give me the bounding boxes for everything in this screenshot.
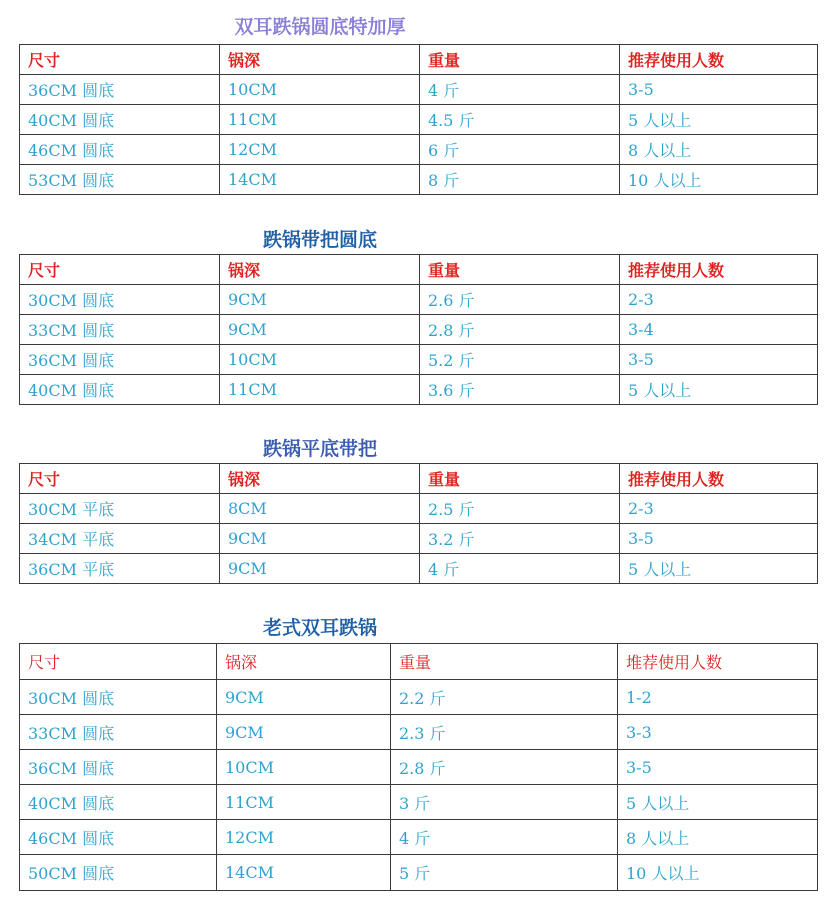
table-cell: 50CM 圆底 [20,855,217,891]
table-cell: 9CM [220,285,420,315]
table-cell: 12CM [217,820,391,855]
table-cell: 2.5 斤 [420,494,620,524]
header-cell: 推荐使用人数 [620,464,818,494]
table-cell: 46CM 圆底 [20,820,217,855]
table-cell: 40CM 圆底 [20,785,217,820]
table-cell: 36CM 圆底 [20,750,217,785]
table-cell: 10CM [217,750,391,785]
spec-table-2 [19,254,818,405]
table-cell: 4 斤 [420,554,620,584]
table-cell: 10 人以上 [618,855,818,891]
table-cell: 9CM [217,680,391,715]
header-cell: 尺寸 [20,644,217,680]
table-row [20,820,818,855]
section-title-4: 老式双耳跌锅 [262,617,377,639]
header-cell: 重量 [420,464,620,494]
table-cell: 33CM 圆底 [20,715,217,750]
table-cell: 2.8 斤 [391,750,618,785]
table-cell: 36CM 圆底 [20,75,220,105]
table-cell: 14CM [220,165,420,195]
table-row [20,315,818,345]
table-row [20,855,818,891]
header-cell: 锅深 [220,255,420,285]
header-cell: 锅深 [220,464,420,494]
table-cell: 5 人以上 [620,375,818,405]
table-cell: 1-2 [618,680,818,715]
table-header-row [20,45,818,75]
header-cell: 推荐使用人数 [620,255,818,285]
table-cell: 2-3 [620,285,818,315]
table-cell: 2.6 斤 [420,285,620,315]
table-row [20,680,818,715]
header-cell: 重量 [391,644,618,680]
table-row [20,494,818,524]
spec-table-1 [19,44,818,195]
table-cell: 34CM 平底 [20,524,220,554]
table-header-row [20,464,818,494]
table-cell: 3.2 斤 [420,524,620,554]
table-cell: 2.8 斤 [420,315,620,345]
table-cell: 36CM 圆底 [20,345,220,375]
table-cell: 53CM 圆底 [20,165,220,195]
header-cell: 推荐使用人数 [620,45,818,75]
table-cell: 9CM [217,715,391,750]
table-row [20,135,818,165]
table-cell: 8 斤 [420,165,620,195]
table-cell: 2.2 斤 [391,680,618,715]
table-row [20,785,818,820]
table-cell: 3-5 [620,75,818,105]
table-cell: 8 人以上 [618,820,818,855]
table-cell: 5 人以上 [618,785,818,820]
table-cell: 9CM [220,554,420,584]
table-cell: 11CM [220,375,420,405]
table-row [20,715,818,750]
table-cell: 11CM [220,105,420,135]
table-cell: 6 斤 [420,135,620,165]
table-cell: 46CM 圆底 [20,135,220,165]
table-cell: 8CM [220,494,420,524]
table-cell: 11CM [217,785,391,820]
table-row [20,165,818,195]
table-row [20,345,818,375]
section-title-1: 双耳跌锅圆底特加厚 [234,16,406,38]
table-cell: 3-5 [620,524,818,554]
table-cell: 40CM 圆底 [20,375,220,405]
table-cell: 3-4 [620,315,818,345]
table-row [20,375,818,405]
header-cell: 重量 [420,255,620,285]
table-cell: 5 人以上 [620,554,818,584]
spec-table-3 [19,463,818,584]
table-cell: 5.2 斤 [420,345,620,375]
table-row [20,750,818,785]
table-cell: 30CM 圆底 [20,285,220,315]
table-cell: 2.3 斤 [391,715,618,750]
section-title-2: 跌锅带把圆底 [262,229,377,251]
header-cell: 锅深 [217,644,391,680]
header-cell: 尺寸 [20,45,220,75]
table-cell: 9CM [220,524,420,554]
table-row [20,285,818,315]
table-cell: 5 人以上 [620,105,818,135]
table-cell: 4 斤 [420,75,620,105]
table-cell: 5 斤 [391,855,618,891]
table-cell: 9CM [220,315,420,345]
table-cell: 12CM [220,135,420,165]
table-cell: 10CM [220,345,420,375]
table-cell: 14CM [217,855,391,891]
table-cell: 30CM 平底 [20,494,220,524]
header-cell: 尺寸 [20,464,220,494]
table-cell: 3-3 [618,715,818,750]
table-cell: 4.5 斤 [420,105,620,135]
header-cell: 尺寸 [20,255,220,285]
table-cell: 3-5 [618,750,818,785]
table-row [20,75,818,105]
section-title-3: 跌锅平底带把 [262,438,377,460]
table-cell: 3.6 斤 [420,375,620,405]
header-cell: 锅深 [220,45,420,75]
table-row [20,554,818,584]
table-cell: 40CM 圆底 [20,105,220,135]
table-row [20,105,818,135]
table-cell: 8 人以上 [620,135,818,165]
table-cell: 3-5 [620,345,818,375]
table-cell: 4 斤 [391,820,618,855]
table-cell: 30CM 圆底 [20,680,217,715]
table-header-row [20,255,818,285]
table-cell: 2-3 [620,494,818,524]
table-cell: 36CM 平底 [20,554,220,584]
table-cell: 10CM [220,75,420,105]
table-row [20,524,818,554]
table-cell: 10 人以上 [620,165,818,195]
spec-table-4 [19,643,818,891]
table-header-row [20,644,818,680]
header-cell: 堆荐使用人数 [618,644,818,680]
header-cell: 重量 [420,45,620,75]
table-cell: 3 斤 [391,785,618,820]
table-cell: 33CM 圆底 [20,315,220,345]
